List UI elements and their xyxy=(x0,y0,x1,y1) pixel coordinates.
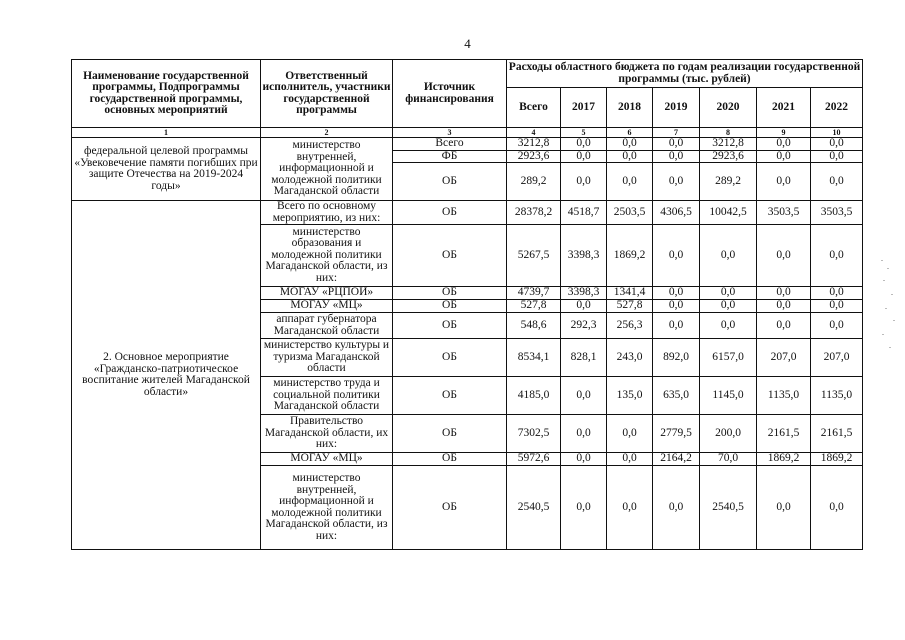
year-cell: 0,0 xyxy=(561,453,607,466)
year-cell: 3212,8 xyxy=(700,138,757,151)
year-cell: 256,3 xyxy=(607,313,653,339)
year-cell: 1869,2 xyxy=(757,453,811,466)
total-cell: 289,2 xyxy=(507,163,561,201)
header-year: 2018 xyxy=(607,88,653,128)
header-expenses: Расходы областного бюджета по годам реализации государственной программы (тыс. рублей) xyxy=(507,60,863,88)
total-cell: 4739,7 xyxy=(507,287,561,300)
year-cell: 0,0 xyxy=(811,138,863,151)
year-cell: 0,0 xyxy=(607,150,653,163)
source-cell: ОБ xyxy=(393,339,507,377)
year-cell: 2779,5 xyxy=(653,415,700,453)
table-row xyxy=(72,138,863,151)
year-cell: 0,0 xyxy=(811,300,863,313)
executor-cell: министерство труда и социальной политики Магаданской области xyxy=(261,377,393,415)
year-cell: 1135,0 xyxy=(811,377,863,415)
year-cell: 2540,5 xyxy=(700,466,757,550)
total-cell: 548,6 xyxy=(507,313,561,339)
source-cell: ОБ xyxy=(393,225,507,287)
year-cell: 0,0 xyxy=(700,313,757,339)
year-cell: 1135,0 xyxy=(757,377,811,415)
year-cell: 0,0 xyxy=(811,466,863,550)
year-cell: 0,0 xyxy=(607,138,653,151)
year-cell: 0,0 xyxy=(811,163,863,201)
year-cell: 0,0 xyxy=(653,150,700,163)
year-cell: 0,0 xyxy=(561,466,607,550)
column-number: 5 xyxy=(561,128,607,138)
year-cell: 1341,4 xyxy=(607,287,653,300)
table-row xyxy=(72,201,863,225)
column-number: 1 xyxy=(72,128,261,138)
year-cell: 0,0 xyxy=(757,150,811,163)
year-cell: 0,0 xyxy=(561,138,607,151)
source-cell: Всего xyxy=(393,138,507,151)
year-cell: 0,0 xyxy=(757,163,811,201)
budget-table xyxy=(71,59,863,550)
column-number: 9 xyxy=(757,128,811,138)
executor-cell: министерство культуры и туризма Магаданской области xyxy=(261,339,393,377)
year-cell: 207,0 xyxy=(811,339,863,377)
year-cell: 2503,5 xyxy=(607,201,653,225)
total-cell: 7302,5 xyxy=(507,415,561,453)
column-number: 10 xyxy=(811,128,863,138)
year-cell: 292,3 xyxy=(561,313,607,339)
header-name: Наименование государственной программы, Подпрограммы государственной программы, основных мероприятий xyxy=(72,60,261,128)
header-total: Всего xyxy=(507,88,561,128)
year-cell: 2161,5 xyxy=(811,415,863,453)
year-cell: 0,0 xyxy=(607,415,653,453)
year-cell: 0,0 xyxy=(811,313,863,339)
year-cell: 0,0 xyxy=(811,287,863,300)
year-cell: 0,0 xyxy=(700,300,757,313)
year-cell: 6157,0 xyxy=(700,339,757,377)
year-cell: 3398,3 xyxy=(561,287,607,300)
year-cell: 2923,6 xyxy=(700,150,757,163)
year-cell: 0,0 xyxy=(700,287,757,300)
executor-cell: министерство образования и молодежной политики Магаданской области, из них: xyxy=(261,225,393,287)
year-cell: 1869,2 xyxy=(607,225,653,287)
source-cell: ОБ xyxy=(393,377,507,415)
year-cell: 3503,5 xyxy=(811,201,863,225)
year-cell: 1869,2 xyxy=(811,453,863,466)
year-cell: 1145,0 xyxy=(700,377,757,415)
year-cell: 200,0 xyxy=(700,415,757,453)
year-cell: 10042,5 xyxy=(700,201,757,225)
year-cell: 0,0 xyxy=(653,138,700,151)
year-cell: 0,0 xyxy=(653,287,700,300)
year-cell: 243,0 xyxy=(607,339,653,377)
total-cell: 28378,2 xyxy=(507,201,561,225)
executor-cell: министерство внутренней, информационной и молодежной политики Магаданской области, из них: xyxy=(261,466,393,550)
year-cell: 0,0 xyxy=(561,377,607,415)
year-cell: 2164,2 xyxy=(653,453,700,466)
header-year: 2022 xyxy=(811,88,863,128)
executor-cell: аппарат губернатора Магаданской области xyxy=(261,313,393,339)
header-year: 2020 xyxy=(700,88,757,128)
year-cell: 207,0 xyxy=(757,339,811,377)
executor-cell: МОГАУ «МЦ» xyxy=(261,453,393,466)
total-cell: 2540,5 xyxy=(507,466,561,550)
header-year: 2017 xyxy=(561,88,607,128)
program-name-cell: 2. Основное мероприятие «Гражданско-патриотическое воспитание жителей Магаданской области» xyxy=(72,201,261,550)
executor-cell: МОГАУ «МЦ» xyxy=(261,300,393,313)
source-cell: ОБ xyxy=(393,163,507,201)
source-cell: ОБ xyxy=(393,466,507,550)
executor-cell: Правительство Магаданской области, их них: xyxy=(261,415,393,453)
source-cell: ФБ xyxy=(393,150,507,163)
year-cell: 289,2 xyxy=(700,163,757,201)
total-cell: 2923,6 xyxy=(507,150,561,163)
year-cell: 0,0 xyxy=(561,415,607,453)
column-number: 6 xyxy=(607,128,653,138)
source-cell: ОБ xyxy=(393,300,507,313)
year-cell: 0,0 xyxy=(607,466,653,550)
total-cell: 5267,5 xyxy=(507,225,561,287)
year-cell: 0,0 xyxy=(757,300,811,313)
executor-cell: Всего по основному мероприятию, из них: xyxy=(261,201,393,225)
year-cell: 0,0 xyxy=(811,225,863,287)
year-cell: 0,0 xyxy=(757,225,811,287)
year-cell: 3398,3 xyxy=(561,225,607,287)
header-year: 2019 xyxy=(653,88,700,128)
column-number: 2 xyxy=(261,128,393,138)
source-cell: ОБ xyxy=(393,313,507,339)
source-cell: ОБ xyxy=(393,453,507,466)
column-number: 8 xyxy=(700,128,757,138)
year-cell: 0,0 xyxy=(700,225,757,287)
year-cell: 0,0 xyxy=(653,225,700,287)
column-number: 3 xyxy=(393,128,507,138)
year-cell: 4306,5 xyxy=(653,201,700,225)
year-cell: 0,0 xyxy=(561,300,607,313)
executor-cell: министерство внутренней, информационной и молодежной политики Магаданской области xyxy=(261,138,393,201)
year-cell: 0,0 xyxy=(653,313,700,339)
header-executor: Ответственный исполнитель, участники государственной программы xyxy=(261,60,393,128)
year-cell: 0,0 xyxy=(653,300,700,313)
year-cell: 2161,5 xyxy=(757,415,811,453)
year-cell: 4518,7 xyxy=(561,201,607,225)
total-cell: 3212,8 xyxy=(507,138,561,151)
year-cell: 0,0 xyxy=(757,138,811,151)
header-year: 2021 xyxy=(757,88,811,128)
year-cell: 0,0 xyxy=(561,150,607,163)
source-cell: ОБ xyxy=(393,287,507,300)
year-cell: 635,0 xyxy=(653,377,700,415)
column-number: 7 xyxy=(653,128,700,138)
header-source: Источник финансирования xyxy=(393,60,507,128)
source-cell: ОБ xyxy=(393,201,507,225)
year-cell: 0,0 xyxy=(757,466,811,550)
year-cell: 135,0 xyxy=(607,377,653,415)
year-cell: 3503,5 xyxy=(757,201,811,225)
executor-cell: МОГАУ «РЦПОИ» xyxy=(261,287,393,300)
year-cell: 892,0 xyxy=(653,339,700,377)
source-cell: ОБ xyxy=(393,415,507,453)
column-number: 4 xyxy=(507,128,561,138)
year-cell: 0,0 xyxy=(561,163,607,201)
year-cell: 527,8 xyxy=(607,300,653,313)
total-cell: 4185,0 xyxy=(507,377,561,415)
total-cell: 5972,6 xyxy=(507,453,561,466)
year-cell: 0,0 xyxy=(607,163,653,201)
year-cell: 0,0 xyxy=(811,150,863,163)
year-cell: 0,0 xyxy=(653,163,700,201)
program-name-cell: федеральной целевой программы «Увековечение памяти погибших при защите Отечества на 2019-2024 годы» xyxy=(72,138,261,201)
total-cell: 8534,1 xyxy=(507,339,561,377)
year-cell: 0,0 xyxy=(757,313,811,339)
year-cell: 70,0 xyxy=(700,453,757,466)
year-cell: 828,1 xyxy=(561,339,607,377)
year-cell: 0,0 xyxy=(653,466,700,550)
total-cell: 527,8 xyxy=(507,300,561,313)
year-cell: 0,0 xyxy=(757,287,811,300)
scan-artifact xyxy=(879,250,899,370)
year-cell: 0,0 xyxy=(607,453,653,466)
page-number: 4 xyxy=(464,36,471,51)
